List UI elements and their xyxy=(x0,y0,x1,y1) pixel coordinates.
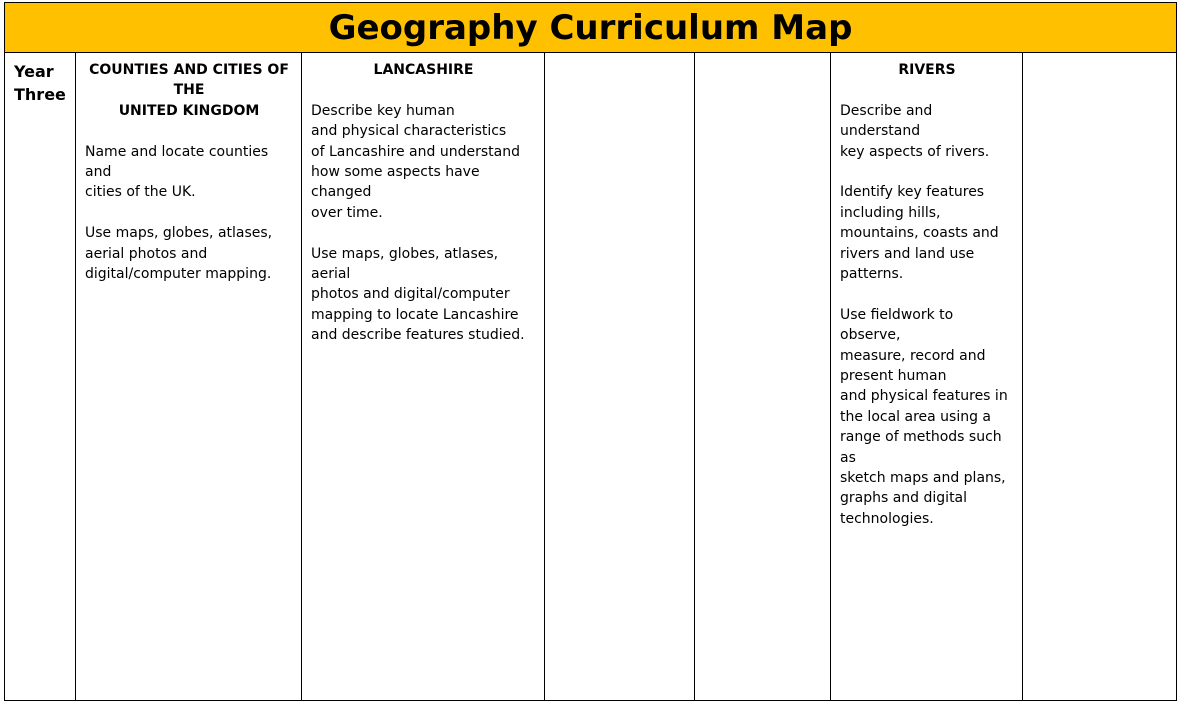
topic-cell-counties-cities xyxy=(76,53,302,700)
page-title: Geography Curriculum Map xyxy=(5,3,1176,53)
year-cell xyxy=(5,53,76,700)
year-label: Year Three xyxy=(14,62,66,104)
topic-paragraph: Identify key features including hills, mountains, coasts and rivers and land use patterns. xyxy=(840,184,999,283)
year-three-row xyxy=(5,53,1176,700)
topic-cell-rivers xyxy=(831,53,1023,700)
topic-paragraph: Use maps, globes, atlases, aerial photos and digital/computer mapping to locate Lancashire and describe features studied. xyxy=(311,245,525,344)
topic-paragraph: Use fieldwork to observe, measure, record and present human and physical features in the local area using a range of methods such as sketch maps and plans, graphs and digital technologies. xyxy=(840,306,1008,527)
topic-paragraph: Use maps, globes, atlases, aerial photos and digital/computer mapping. xyxy=(85,225,273,283)
topic-cell-empty xyxy=(545,53,695,700)
topic-paragraph: Describe key human and physical characteristics of Lancashire and understand how some aspects have changed over time. xyxy=(311,102,520,221)
topic-heading: RIVERS xyxy=(898,62,956,78)
topic-heading: LANCASHIRE xyxy=(373,62,474,78)
topic-cell-empty xyxy=(1023,53,1176,700)
topic-cell-empty xyxy=(695,53,831,700)
topic-paragraph: Describe and understand key aspects of rivers. xyxy=(840,102,990,160)
topic-paragraph: Name and locate counties and cities of the UK. xyxy=(85,143,269,201)
curriculum-map-table xyxy=(4,2,1177,701)
topic-cell-lancashire xyxy=(302,53,545,700)
topic-heading: COUNTIES AND CITIES OF THE UNITED KINGDOM xyxy=(89,62,289,119)
